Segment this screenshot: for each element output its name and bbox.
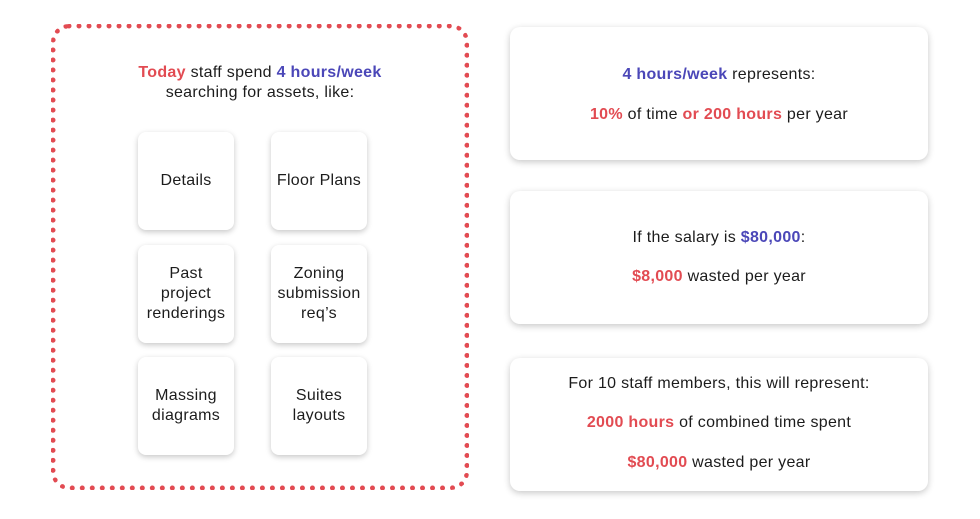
tile-line: Zoning bbox=[293, 265, 345, 282]
staff-card bbox=[510, 358, 928, 491]
salary-card-line1 bbox=[510, 228, 928, 248]
tile-line: Floor Plans bbox=[276, 172, 362, 189]
staff-card-line2 bbox=[510, 413, 928, 433]
tile-massing-diagrams bbox=[138, 357, 234, 455]
per-year-text: per year bbox=[782, 106, 849, 123]
tile-line: layouts bbox=[292, 407, 346, 424]
salary-amount: $80,000 bbox=[740, 229, 801, 246]
staff-card-line1: For 10 staff members, this will represent: bbox=[568, 375, 870, 392]
tile-line: Massing bbox=[155, 387, 217, 404]
intro-line2: searching for assets, like: bbox=[165, 84, 355, 101]
hours-per-year: or 200 hours bbox=[682, 106, 783, 123]
time-card-line2 bbox=[510, 105, 928, 125]
intro-text bbox=[56, 63, 464, 103]
time-card-line1 bbox=[510, 65, 928, 85]
staff-card-line3 bbox=[510, 453, 928, 473]
intro-mid: staff spend bbox=[185, 64, 277, 81]
wasted-amount: $80,000 bbox=[627, 454, 688, 471]
tile-suites-layouts bbox=[271, 357, 367, 455]
tile-zoning-submission bbox=[271, 245, 367, 343]
tile-past-project-renderings bbox=[138, 245, 234, 343]
salary-card-line2 bbox=[510, 267, 928, 287]
today-label: Today bbox=[138, 64, 186, 81]
hours-per-week: 4 hours/week bbox=[276, 64, 382, 81]
of-time-text: of time bbox=[622, 106, 683, 123]
tile-line: diagrams bbox=[151, 407, 221, 424]
tile-details bbox=[138, 132, 234, 230]
combined-hours: 2000 hours bbox=[586, 414, 675, 431]
tile-line: submission bbox=[277, 285, 361, 302]
combined-text: of combined time spent bbox=[674, 414, 852, 431]
assets-panel bbox=[51, 24, 469, 490]
hours-per-week: 4 hours/week bbox=[622, 66, 728, 83]
represents-text: represents: bbox=[727, 66, 816, 83]
tile-line: req’s bbox=[301, 305, 337, 322]
salary-colon: : bbox=[800, 229, 806, 246]
wasted-amount: $8,000 bbox=[632, 268, 683, 285]
wasted-text: wasted per year bbox=[687, 454, 811, 471]
salary-card bbox=[510, 191, 928, 324]
tile-line: renderings bbox=[146, 305, 226, 322]
tile-floor-plans bbox=[271, 132, 367, 230]
tile-line: Suites bbox=[295, 387, 343, 404]
tile-line: project bbox=[160, 285, 212, 302]
time-card bbox=[510, 27, 928, 160]
wasted-text: wasted per year bbox=[682, 268, 806, 285]
percent-value: 10% bbox=[589, 106, 623, 123]
tile-line: Past bbox=[169, 265, 203, 282]
salary-prefix: If the salary is bbox=[632, 229, 741, 246]
tile-line: Details bbox=[160, 172, 212, 189]
